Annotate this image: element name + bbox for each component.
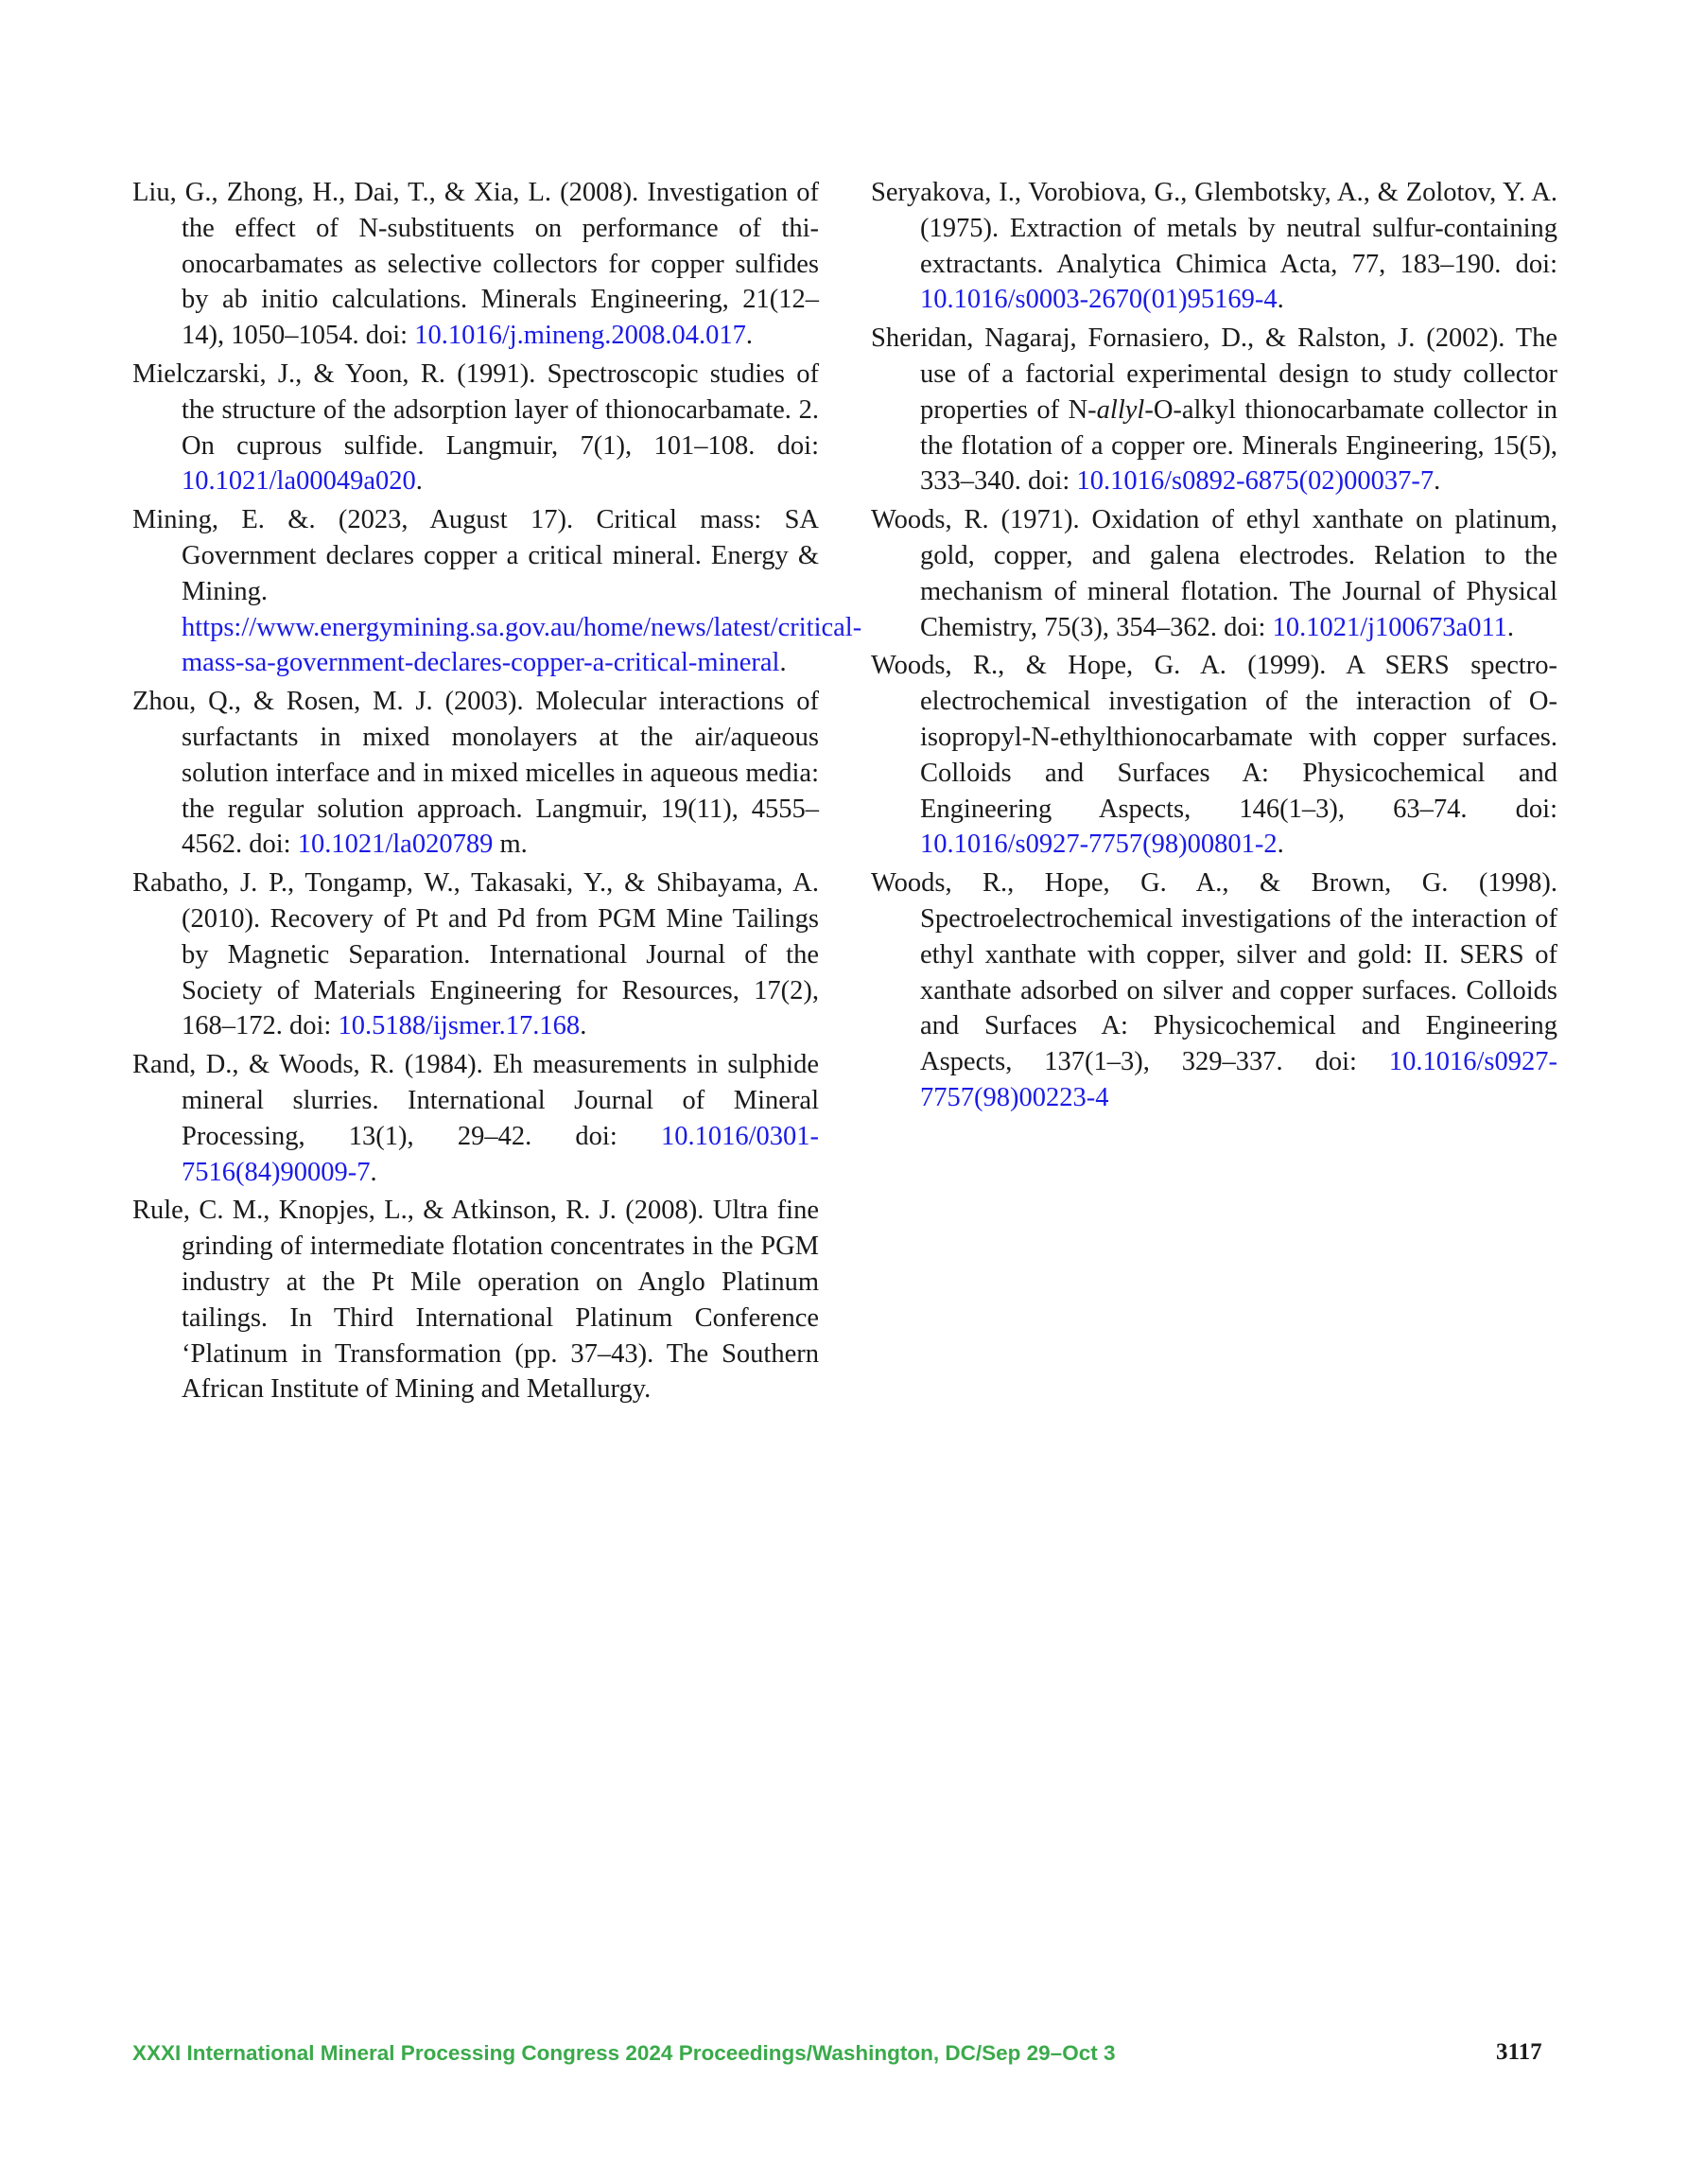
reference-text: Woods, R., Hope, G. A., & Brown, G. (1998). Spectroelectrochemical investigations of the interaction of ethyl xanthate with copper, silver and gold: II. SERS of xanthate adsorbed on silver and copper surfaces. Colloids and Surfaces A: Physicochemical and Engineering Aspects, 137(1–3), 329–337. doi: <box>871 868 1557 1077</box>
reference-tail: . <box>580 1011 587 1041</box>
reference-entry <box>132 1047 819 1190</box>
reference-tail: . <box>1277 285 1284 315</box>
reference-entry <box>871 865 1557 1116</box>
reference-entry <box>871 321 1557 499</box>
reference-text: Woods, R., & Hope, G. A. (1999). A SERS spectroelectrochemical investigation of the interaction of O-isopropyl-N-ethylthionocarbamate with copper surfaces. Colloids and Surfaces A: Physicochemical and Engineering Aspects, 146(1–3), 63–74. doi: <box>871 651 1557 824</box>
reference-entry <box>871 648 1557 863</box>
reference-text: Zhou, Q., & Rosen, M. J. (2003). Molecular interactions of surfactants in mixed monolayers at the air/aqueous solution interface and in mixed micelles in aqueous media: the regular solution approach. Langmuir, 19(11), 4555–4562. doi: <box>132 687 819 860</box>
reference-entry <box>132 502 862 681</box>
doi-link[interactable]: 10.1016/0301-7516(84)90009-7 <box>182 1121 819 1187</box>
reference-text: Rule, C. M., Knopjes, L., & Atkinson, R. J. (2008). Ultra fine grinding of intermediate flotation concentrates in the PGM industry at the Pt Mile operation on Anglo Platinum tailings. In Third International Platinum Conference ‘Platinum in Transformation (pp. 37–43). The Southern African Institute of Mining and Metallurgy. <box>132 1196 819 1405</box>
doi-link[interactable]: 10.1021/la020789 <box>297 830 494 860</box>
reference-text: Liu, G., Zhong, H., Dai, T., & Xia, L. (2008). Investigation of the effect of N-substituents on performance of thionocarbamates as selective collectors for copper sulfides by ab initio calculations. Minerals Engineering, 21(12–14), 1050–1054. doi: <box>132 178 819 351</box>
doi-link[interactable]: 10.1016/s0927-7757(98)00801-2 <box>920 830 1278 860</box>
footer-conference-title: XXXI International Mineral Processing Congress 2024 Proceedings/Washington, DC/Sep 29–Oct 3 <box>132 2041 1116 2065</box>
references-left-column <box>132 175 862 1410</box>
reference-tail: . <box>370 1157 377 1187</box>
page-number: 3117 <box>1496 2039 1542 2065</box>
reference-tail: . <box>1506 612 1515 642</box>
reference-entry <box>132 175 819 354</box>
italic-term: allyl <box>1096 394 1145 425</box>
reference-text: Woods, R. (1971). Oxidation of ethyl xanthate on platinum, gold, copper, and galena electrodes. Relation to the mechanism of mineral flotation. The Journal of Physical Chemistry, 75(3), 354–362. doi: <box>871 505 1557 642</box>
reference-entry <box>132 1193 819 1407</box>
reference-text: Rabatho, J. P., Tongamp, W., Takasaki, Y., & Shibayama, A. (2010). Recovery of Pt and Pd from PGM Mine Tailings by Magnetic Separation. International Journal of the Society of Materials Engineering for Resources, 17(2), 168–172. doi: <box>132 868 819 1041</box>
reference-text: Mining, E. &. (2023, August 17). Critical mass: SA Government declares copper a critical mineral. Energy & Mining. <box>132 505 819 606</box>
doi-link[interactable]: 10.1016/j.mineng.2008.04.017 <box>414 321 746 351</box>
reference-tail: . <box>1434 466 1441 497</box>
reference-entry <box>871 502 1557 645</box>
url-link[interactable]: https://www.energymining.sa.gov.au/home/news/latest/critical-mass-sa-government-declares-copper-a-critical-mineral <box>182 612 862 678</box>
doi-link[interactable]: 10.1016/s0927-7757(98)00223-4 <box>920 1047 1557 1112</box>
reference-entry <box>132 357 819 499</box>
doi-link[interactable]: 10.1021/j100673a011 <box>1272 612 1507 642</box>
reference-tail: . <box>415 466 423 497</box>
doi-link[interactable]: 10.1016/s0003-2670(01)95169-4 <box>920 285 1278 315</box>
reference-text: -O-alkyl thionocarbamate collector in the flotation of a copper ore. Minerals Engineering, 15(5), 333–340. doi: <box>920 394 1557 497</box>
reference-text: Rand, D., & Woods, R. (1984). Eh measurements in sulphide mineral slurries. International Journal of Mineral Processing, 13(1), 29–42. doi: <box>132 1050 819 1151</box>
references-right-column <box>871 175 1557 1119</box>
reference-tail: . <box>1277 830 1284 860</box>
doi-link[interactable]: 10.5188/ijsmer.17.168 <box>338 1011 581 1041</box>
doi-link[interactable]: 10.1016/s0892-6875(02)00037-7 <box>1076 466 1435 497</box>
reference-entry <box>871 175 1557 318</box>
reference-tail: . <box>779 648 787 678</box>
reference-tail: . <box>745 321 754 351</box>
reference-text: Mielczarski, J., & Yoon, R. (1991). Spectroscopic studies of the structure of the adsorption layer of thionocarbamate. 2. On cuprous sulfide. Langmuir, 7(1), 101–108. doi: <box>132 358 819 461</box>
reference-text: Seryakova, I., Vorobiova, G., Glembotsky, A., & Zolotov, Y. A. (1975). Extraction of metals by neutral sulfur-containing extractants. Analytica Chimica Acta, 77, 183–190. doi: <box>871 178 1557 279</box>
reference-entry <box>132 865 819 1044</box>
reference-entry <box>132 684 819 863</box>
reference-tail: m. <box>493 830 528 860</box>
reference-text: Sheridan, Nagaraj, Fornasiero, D., & Ralston, J. (2002). The use of a factorial experimental design to study collector properties of N- <box>871 323 1557 425</box>
doi-link[interactable]: 10.1021/la00049a020 <box>182 466 416 497</box>
